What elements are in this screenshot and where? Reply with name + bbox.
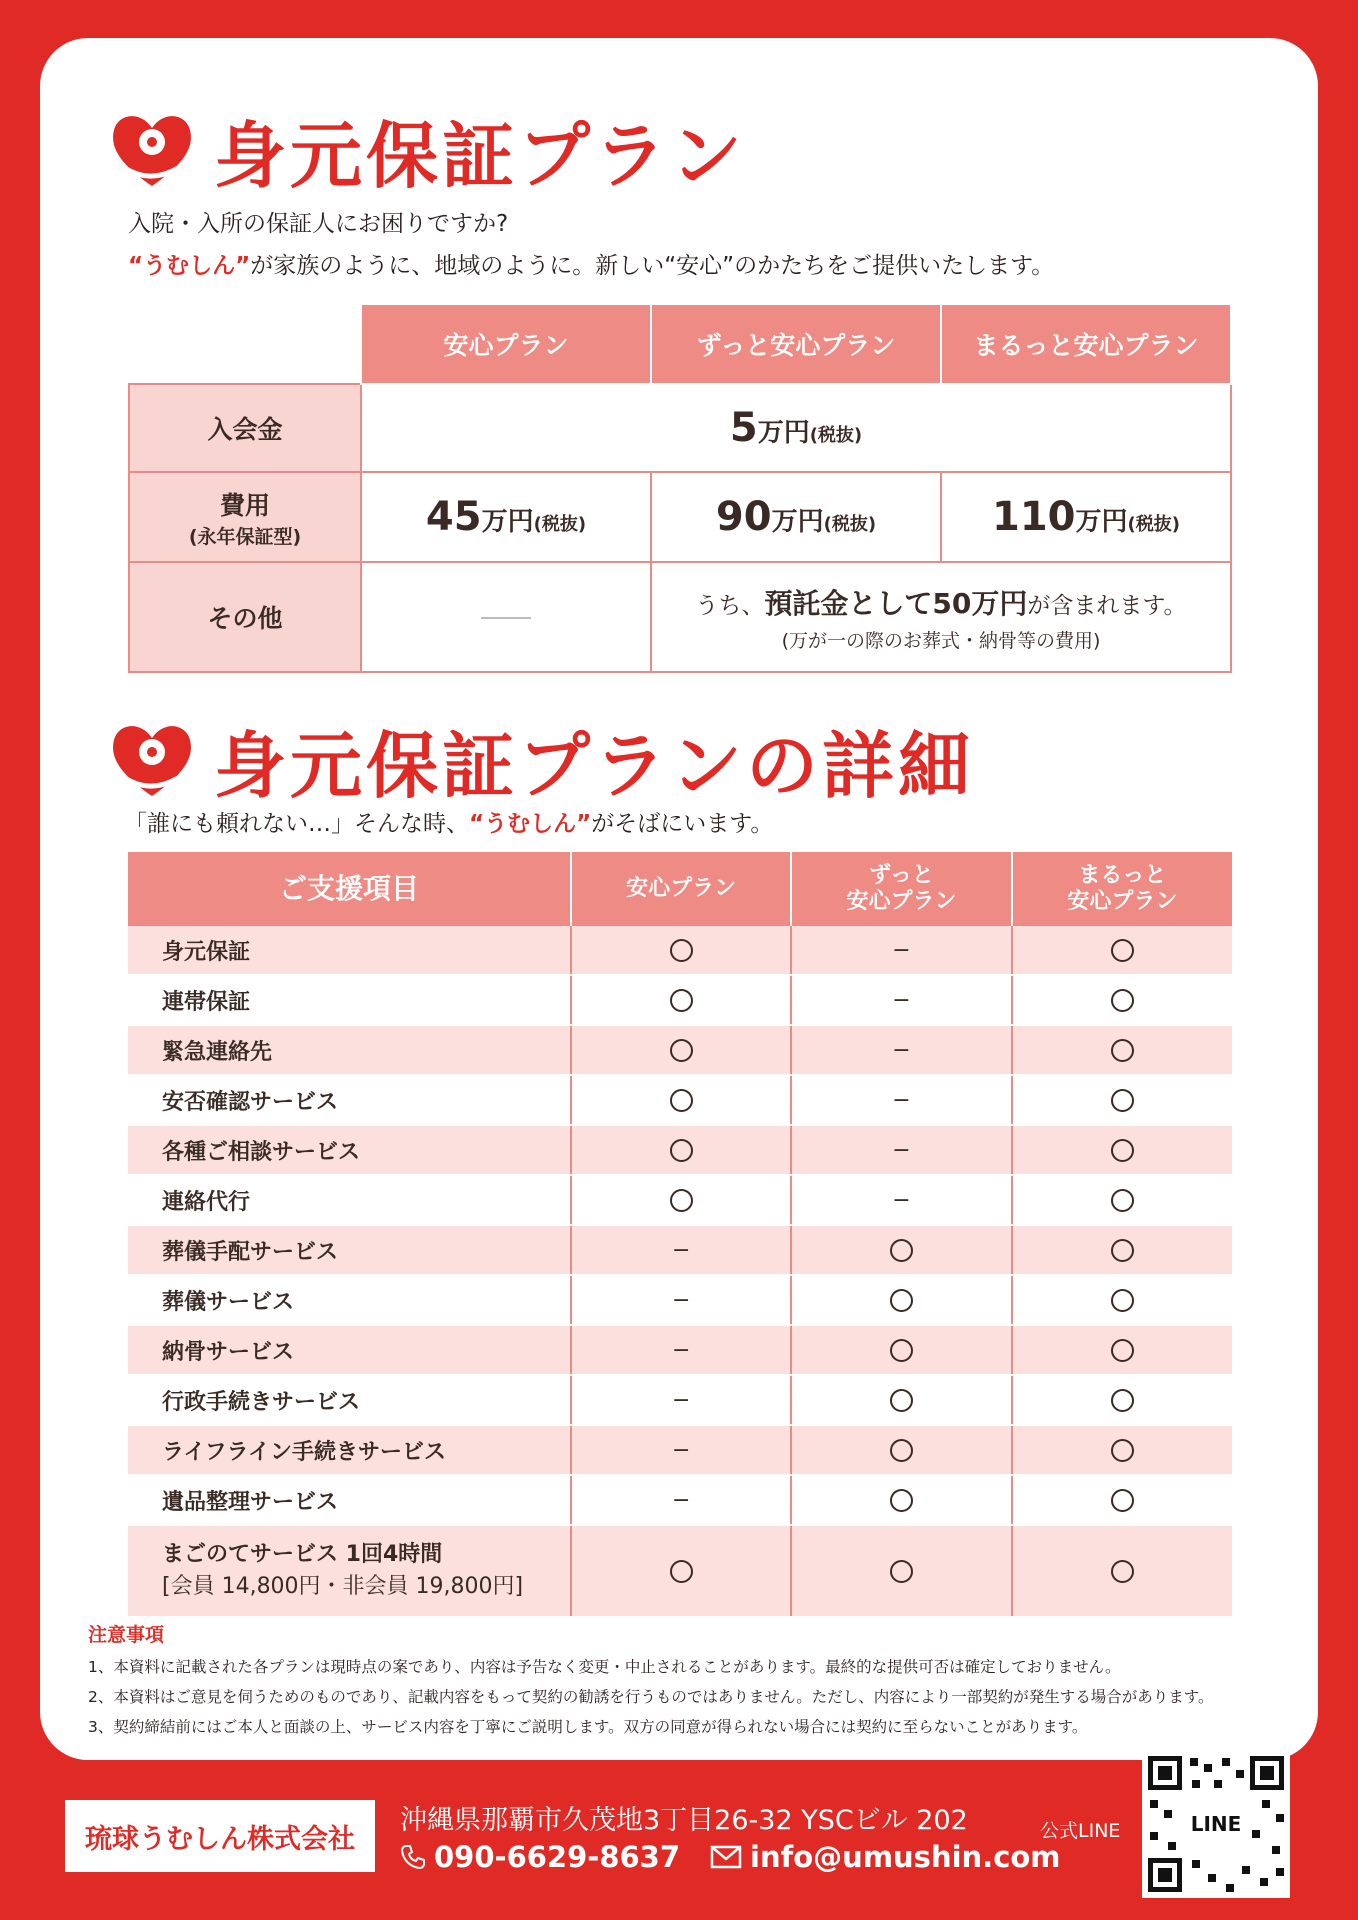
plan-cell (791, 975, 1011, 1025)
note-item: 2、本資料はご意見を伺うためのものであり、記載内容をもって契約の勧誘を行うものではありません。ただし、内容により一部契約が発生する場合があります。 (88, 1688, 1214, 1706)
other-empty (361, 562, 651, 672)
detail-header-plan: ずっと 安心プラン (791, 852, 1011, 926)
plan-cell (791, 1075, 1011, 1125)
service-item: 連絡代行 (128, 1175, 571, 1225)
available-circle-icon (1111, 1389, 1134, 1412)
table-row (128, 1225, 1232, 1275)
plan-cell (1012, 1325, 1232, 1375)
table-row (128, 1325, 1232, 1375)
intro-line-1: 入院・入所の保証人にお困りですか? (128, 211, 509, 237)
service-item: 遺品整理サービス (128, 1475, 571, 1525)
available-circle-icon (890, 1289, 913, 1312)
section-heading-detail (108, 708, 974, 812)
plan-cell (571, 1175, 791, 1225)
available-circle-icon (670, 1089, 693, 1112)
detail-intro: 「誰にも頼れない…」そんな時、“うむしん”がそばにいます。 (124, 811, 774, 837)
not-available-dash: − (892, 1037, 911, 1063)
table-row (128, 1375, 1232, 1425)
intro-line-2-text: が家族のように、地域のように。新しい“安心”のかたちをご提供いたします。 (250, 253, 1055, 279)
available-circle-icon (670, 989, 693, 1012)
plan-cell (1012, 1525, 1232, 1617)
plan-cell (1012, 1375, 1232, 1425)
plan-cell (791, 1175, 1011, 1225)
plan-cell (791, 926, 1011, 975)
available-circle-icon (1111, 1089, 1134, 1112)
table-row (128, 1475, 1232, 1525)
plan-cell (791, 1125, 1011, 1175)
detail-header-plan: まるっと 安心プラン (1012, 852, 1232, 926)
plan-cell (1012, 1175, 1232, 1225)
table-row (128, 1425, 1232, 1475)
plan-cell (571, 1425, 791, 1475)
cost-value: 45万円(税抜) (361, 472, 651, 562)
note-item: 3、契約締結前にはご本人と面談の上、サービス内容を丁寧にご説明します。双方の同意が得られない場合には契約に至らないことがあります。 (88, 1718, 1088, 1736)
intro-line-2 (128, 247, 1054, 280)
service-item: 身元保証 (128, 926, 571, 975)
plan-cell (571, 1225, 791, 1275)
email-link[interactable]: info@umushin.com (750, 1840, 1061, 1874)
not-available-dash: − (892, 1087, 911, 1113)
plan-cell (571, 1125, 791, 1175)
available-circle-icon (890, 1239, 913, 1262)
available-circle-icon (1111, 1339, 1134, 1362)
plan-cell (1012, 1075, 1232, 1125)
heart-hand-logo-icon (108, 718, 196, 802)
table-row (128, 1125, 1232, 1175)
company-name: 琉球うむしん株式会社 (65, 1800, 375, 1872)
detail-table (128, 852, 1232, 1618)
service-item: ライフライン手続きサービス (128, 1425, 571, 1475)
not-available-dash: − (892, 937, 911, 963)
row-header-other: その他 (129, 562, 361, 672)
service-item: 各種ご相談サービス (128, 1125, 571, 1175)
available-circle-icon (890, 1560, 913, 1583)
plan-header: ずっと安心プラン (651, 304, 941, 384)
service-item: まごのてサービス 1回4時間 [会員 14,800円・非会員 19,800円] (128, 1525, 571, 1617)
plan-cell (791, 1325, 1011, 1375)
notes (88, 1620, 1214, 1745)
not-available-dash: − (671, 1337, 691, 1363)
plan-cell (571, 1075, 791, 1125)
plan-cell (1012, 1225, 1232, 1275)
row-header-entry-fee: 入会金 (129, 384, 361, 472)
not-available-dash: − (892, 987, 911, 1013)
note-item: 1、本資料に記載された各プランは現時点の案であり、内容は予告なく変更・中止されることがあります。最終的な提供可否は確定しておりません。 (88, 1658, 1121, 1676)
table-row (128, 1275, 1232, 1325)
cost-value: 110万円(税抜) (941, 472, 1231, 562)
entry-fee-value: 5万円(税抜) (361, 384, 1231, 472)
available-circle-icon (890, 1439, 913, 1462)
available-circle-icon (1111, 1189, 1134, 1212)
cost-value: 90万円(税抜) (651, 472, 941, 562)
address: 沖縄県那覇市久茂地3丁目26-32 YSCビル 202 (400, 1805, 968, 1836)
plan-cell (571, 1525, 791, 1617)
detail-title: 身元保証プランの詳細 (214, 724, 975, 808)
available-circle-icon (1111, 1560, 1134, 1583)
plan-header: 安心プラン (361, 304, 651, 384)
available-circle-icon (1111, 939, 1134, 962)
plan-cell (571, 1325, 791, 1375)
service-item: 連帯保証 (128, 975, 571, 1025)
plan-cell (1012, 1025, 1232, 1075)
plan-cell (791, 1425, 1011, 1475)
plan-header: まるっと安心プラン (941, 304, 1231, 384)
detail-header-plan: 安心プラン (571, 852, 791, 926)
contact-row (400, 1840, 1061, 1874)
qr-line-label: LINE (1190, 1812, 1242, 1836)
available-circle-icon (1111, 1289, 1134, 1312)
notes-title: 注意事項 (88, 1624, 165, 1646)
available-circle-icon (670, 1189, 693, 1212)
line-qr-code[interactable] (1142, 1750, 1290, 1898)
available-circle-icon (890, 1389, 913, 1412)
plan-cell (791, 1275, 1011, 1325)
available-circle-icon (1111, 1039, 1134, 1062)
plan-cell (1012, 926, 1232, 975)
plan-cell (571, 1275, 791, 1325)
available-circle-icon (890, 1489, 913, 1512)
available-circle-icon (1111, 1239, 1134, 1262)
plan-cell (1012, 1475, 1232, 1525)
service-item: 葬儀手配サービス (128, 1225, 571, 1275)
detail-header-item: ご支援項目 (128, 852, 571, 926)
table-corner (129, 304, 361, 384)
plan-cell (571, 975, 791, 1025)
available-circle-icon (670, 1560, 693, 1583)
heart-hand-logo-icon (108, 108, 196, 192)
not-available-dash: − (671, 1387, 691, 1413)
plan-cell (571, 1375, 791, 1425)
table-row (128, 1175, 1232, 1225)
plan-table (128, 303, 1232, 673)
available-circle-icon (1111, 1139, 1134, 1162)
not-available-dash: − (892, 1137, 911, 1163)
plan-cell (791, 1025, 1011, 1075)
plan-cell (571, 1475, 791, 1525)
service-item: 葬儀サービス (128, 1275, 571, 1325)
line-label: 公式LINE (1040, 1820, 1121, 1842)
available-circle-icon (1111, 989, 1134, 1012)
table-row (128, 1075, 1232, 1125)
available-circle-icon (670, 1139, 693, 1162)
plan-cell (791, 1375, 1011, 1425)
phone-icon (400, 1844, 426, 1870)
available-circle-icon (670, 1039, 693, 1062)
available-circle-icon (1111, 1489, 1134, 1512)
available-circle-icon (890, 1339, 913, 1362)
service-item: 納骨サービス (128, 1325, 571, 1375)
table-row (128, 926, 1232, 975)
other-value: うち、預託金として50万円が含まれます。 (万が一の際のお葬式・納骨等の費用) (651, 562, 1231, 672)
plan-cell (571, 926, 791, 975)
plan-cell (1012, 1425, 1232, 1475)
not-available-dash: − (671, 1237, 691, 1263)
section-heading-plan (108, 98, 746, 202)
plan-cell (1012, 1275, 1232, 1325)
not-available-dash: − (892, 1187, 911, 1213)
service-item: 行政手続きサービス (128, 1375, 571, 1425)
plan-cell (571, 1025, 791, 1075)
service-item: 安否確認サービス (128, 1075, 571, 1125)
table-row (128, 1025, 1232, 1075)
page-title: 身元保証プラン (214, 114, 747, 198)
not-available-dash: − (671, 1287, 691, 1313)
plan-cell (1012, 1125, 1232, 1175)
table-row (128, 975, 1232, 1025)
mail-icon (710, 1845, 742, 1869)
plan-cell (791, 1475, 1011, 1525)
plan-cell (791, 1525, 1011, 1617)
brand-name: “うむしん” (128, 253, 251, 279)
available-circle-icon (670, 939, 693, 962)
not-available-dash: − (671, 1437, 691, 1463)
row-header-cost: 費用 (永年保証型) (129, 472, 361, 562)
table-row (128, 1525, 1232, 1617)
not-available-dash: − (671, 1487, 691, 1513)
phone-link[interactable]: 090-6629-8637 (434, 1840, 681, 1874)
available-circle-icon (1111, 1439, 1134, 1462)
plan-cell (791, 1225, 1011, 1275)
service-item: 緊急連絡先 (128, 1025, 571, 1075)
plan-cell (1012, 975, 1232, 1025)
